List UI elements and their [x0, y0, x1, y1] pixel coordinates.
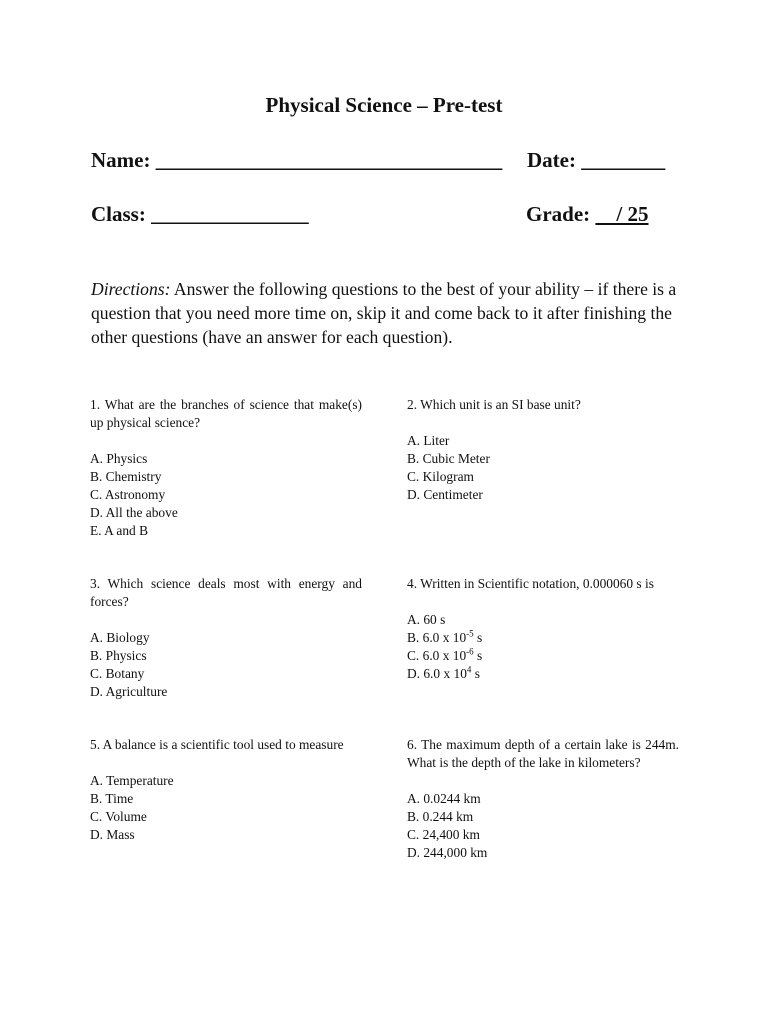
answer-option: D. Centimeter [407, 487, 483, 502]
answer-option: A. Temperature [90, 773, 174, 788]
answer-option: A. Physics [90, 451, 148, 466]
option-base: B. 6.0 x 10 [407, 630, 467, 645]
answer-option: C. Botany [90, 666, 145, 681]
answer-option: B. Time [90, 791, 134, 806]
answer-option: A. 60 s [407, 612, 446, 627]
directions-text: Answer the following questions to the best of your ability – if there is a question that you need more time on, skip it and come back to it after finishing the other questions (have an answer for each question). [91, 279, 677, 347]
grade-score: / 25 [595, 202, 649, 226]
answer-option: A. 0.0244 km [407, 791, 481, 806]
question-4 [407, 575, 679, 683]
answer-option: B. Chemistry [90, 469, 162, 484]
option-unit: s [471, 666, 480, 681]
answer-option: B. Physics [90, 648, 147, 663]
question-stem: 6. The maximum depth of a certain lake is 244m. What is the depth of the lake in kilometers? [407, 737, 679, 770]
option-exponent: -6 [466, 646, 474, 657]
grade-field [526, 202, 649, 227]
question-5 [90, 736, 362, 844]
grade-field-label: Grade: [526, 202, 596, 226]
directions [91, 277, 683, 349]
answer-option: C. Astronomy [90, 487, 166, 502]
question-3 [90, 575, 362, 701]
option-exponent: 4 [466, 664, 472, 675]
option-unit: s [473, 630, 483, 645]
answer-option: D. Agriculture [90, 684, 168, 699]
question-stem: 1. What are the branches of science that make(s) up physical science? [90, 397, 362, 430]
question-2 [407, 396, 679, 504]
answer-option: C. 24,400 km [407, 827, 480, 842]
question-1 [90, 396, 362, 540]
answer-option [407, 629, 679, 647]
question-stem: 3. Which science deals most with energy and forces? [90, 576, 362, 609]
answer-option: C. Kilogram [407, 469, 474, 484]
question-stem: 5. A balance is a scientific tool used to measure [90, 737, 344, 752]
answer-option: D. All the above [90, 505, 178, 520]
answer-option: B. 0.244 km [407, 809, 474, 824]
question-stem: 2. Which unit is an SI base unit? [407, 397, 581, 412]
answer-option [407, 665, 679, 683]
name-field-label: Name: _________________________________ [91, 148, 503, 172]
answer-option: C. Volume [90, 809, 147, 824]
class-field-label: Class: _______________ [91, 202, 309, 226]
option-base: C. 6.0 x 10 [407, 648, 467, 663]
question-stem: 4. Written in Scientific notation, 0.000060 s is [407, 576, 654, 591]
answer-option: E. A and B [90, 523, 149, 538]
question-6 [407, 736, 679, 862]
answer-option [407, 647, 679, 665]
answer-option: B. Cubic Meter [407, 451, 490, 466]
answer-option: A. Biology [90, 630, 150, 645]
answer-option: D. Mass [90, 827, 135, 842]
page-title: Physical Science – Pre-test [265, 93, 503, 117]
option-base: D. 6.0 x 10 [407, 666, 467, 681]
answer-option: A. Liter [407, 433, 450, 448]
option-exponent: -5 [466, 628, 474, 639]
date-field-label: Date: ________ [527, 148, 666, 172]
answer-option: D. 244,000 km [407, 845, 488, 860]
option-unit: s [473, 648, 483, 663]
directions-label: Directions: [91, 279, 171, 299]
